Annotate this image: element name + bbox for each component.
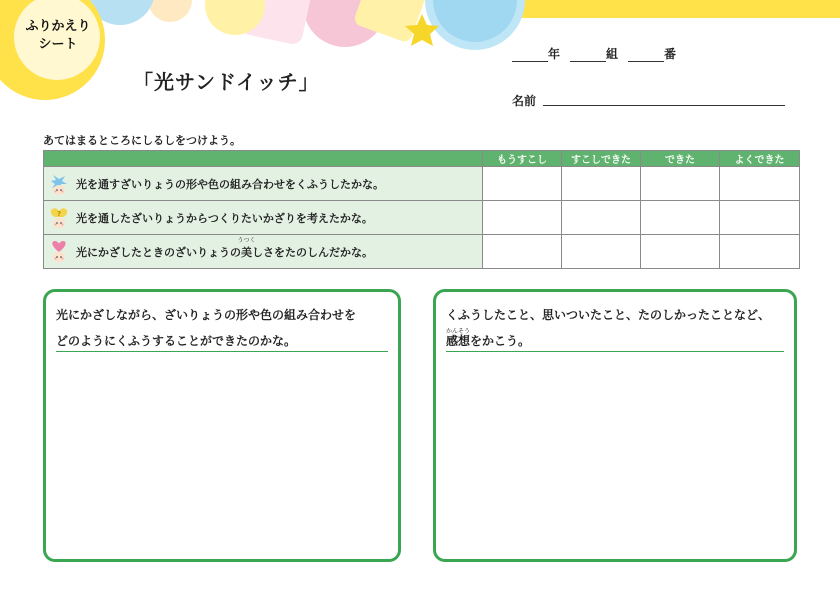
check-cell-dekita[interactable] <box>641 201 720 235</box>
evaluation-table <box>43 150 800 269</box>
svg-text:?: ? <box>56 209 62 218</box>
column-header: もうすこし <box>483 151 562 167</box>
question-column-header <box>44 151 483 167</box>
yellow-character-icon <box>47 206 71 230</box>
sheet-badge <box>12 18 104 54</box>
question-text: 光を通すざいりょうの形や色の組み合わせをくふうしたかな。 <box>76 177 384 191</box>
prompt-divider <box>446 351 784 352</box>
question-cell <box>44 201 483 235</box>
question-cell <box>44 167 483 201</box>
blue-character-icon <box>47 172 71 196</box>
pink-character-icon <box>47 240 71 264</box>
check-cell-yokudekita[interactable] <box>720 167 800 201</box>
column-header: できた <box>641 151 720 167</box>
question-text: 光にかざしたときのざいりょうの うつく 美しさをたのしんだかな。 <box>76 236 373 259</box>
reflection-box-left[interactable] <box>43 289 401 562</box>
check-cell-mousukoshi[interactable] <box>483 235 562 269</box>
class-label: 組 <box>606 47 619 61</box>
check-cell-dekita[interactable] <box>641 235 720 269</box>
name-label: 名前 <box>512 94 537 108</box>
check-cell-yokudekita[interactable] <box>720 235 800 269</box>
question-cell <box>44 235 483 269</box>
instruction: あてはまるところにしるしをつけよう。 <box>43 134 241 147</box>
box-right-prompt: くふうしたこと、思いついたこと、たのしかったことなど、 かんそう 感想をかこう。 <box>445 308 771 348</box>
column-header: すこしできた <box>562 151 641 167</box>
check-cell-mousukoshi[interactable] <box>483 167 562 201</box>
header-decoration <box>0 0 840 100</box>
name-field[interactable] <box>543 105 785 106</box>
reflection-box-right[interactable] <box>433 289 797 562</box>
box-left-prompt: 光にかざしながら、ざいりょうの形や色の組み合わせを どのようにくふうすることができたのかな。 <box>56 308 357 348</box>
check-cell-mousukoshi[interactable] <box>483 201 562 235</box>
page-title: 「光サンドイッチ」 <box>133 70 320 94</box>
check-cell-yokudekita[interactable] <box>720 201 800 235</box>
badge-line1: ふりかえり <box>25 19 91 34</box>
question-text: 光を通したざいりょうからつくりたいかざりを考えたかな。 <box>76 211 373 225</box>
table-row <box>44 201 800 235</box>
ruby-reading: うつく <box>237 236 256 244</box>
number-field[interactable] <box>628 45 676 62</box>
column-header: よくできた <box>720 151 800 167</box>
check-cell-dekita[interactable] <box>641 167 720 201</box>
prompt-divider <box>56 351 388 352</box>
grade-field[interactable] <box>512 45 560 62</box>
number-label: 番 <box>664 47 677 61</box>
check-cell-sukoshidekita[interactable] <box>562 167 641 201</box>
table-header-row <box>44 151 800 167</box>
grade-label: 年 <box>548 47 561 61</box>
check-cell-sukoshidekita[interactable] <box>562 201 641 235</box>
table-row <box>44 235 800 269</box>
ruby-reading: かんそう <box>445 328 471 335</box>
class-field[interactable] <box>570 45 618 62</box>
table-row <box>44 167 800 201</box>
check-cell-sukoshidekita[interactable] <box>562 235 641 269</box>
badge-line2: シート <box>38 37 78 52</box>
